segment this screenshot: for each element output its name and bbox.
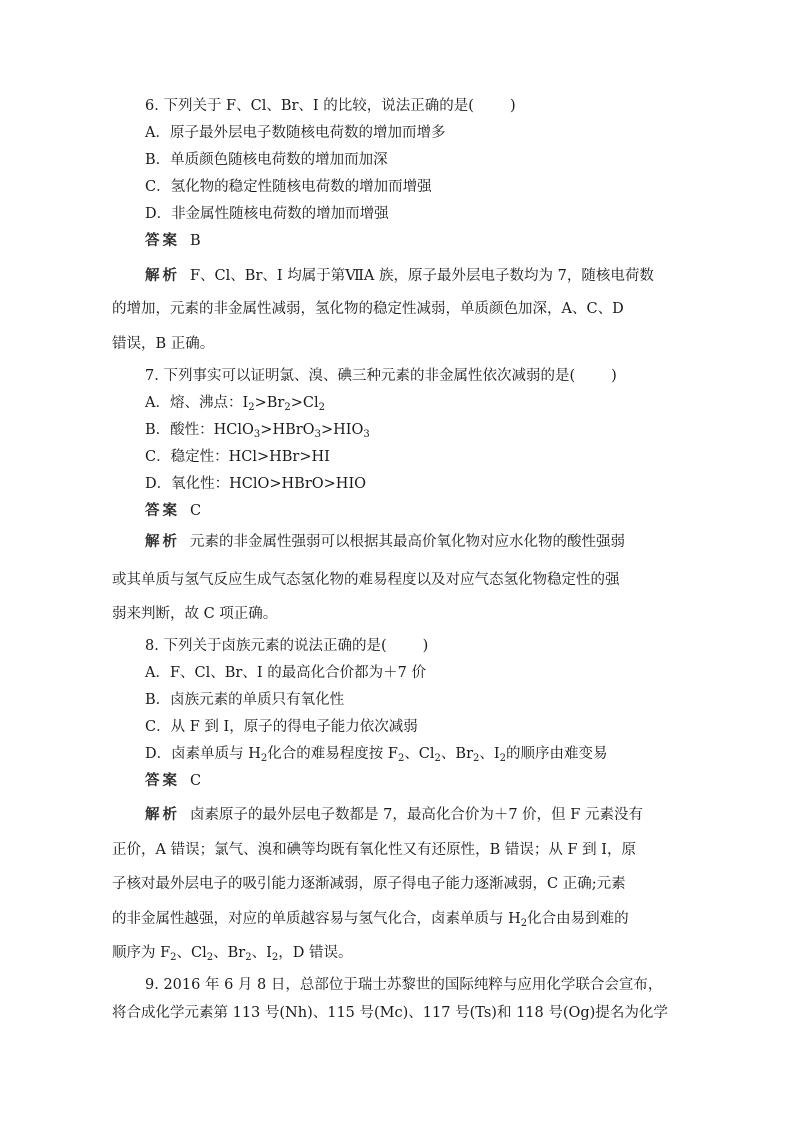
question-7-option-d: D．氧化性：HClO>HBrO>HIO xyxy=(145,476,367,492)
question-6-option-c: C．氢化物的稳定性随核电荷数的增加而增强 xyxy=(145,179,432,195)
question-7-analysis-line-2: 或其单质与氢气反应生成气态氢化物的难易程度以及对应气态氢化物稳定性的强 xyxy=(112,572,620,588)
question-8-analysis-line-3: 子核对最外层电子的吸引能力逐渐减弱，原子得电子能力逐渐减弱，C 正确;元素 xyxy=(112,876,626,892)
question-6-analysis-line-1: 解析 F、Cl、Br、I 均属于第ⅦA 族，原子最外层电子数均为 7，随核电荷数 xyxy=(145,268,654,284)
question-8-analysis-line-4: 的非金属性越强，对应的单质越容易与氢气化合，卤素单质与 $H_2$化合由易到难的 xyxy=(112,911,629,929)
answer-label: 答案 xyxy=(145,773,180,789)
question-8-option-d: D．卤素单质与 $H_2$化合的难易程度按 $F_2$、$Cl_2$、$Br_2$、$I_2$的顺序由难变易 xyxy=(145,746,608,764)
question-8-stem: 8. 下列关于卤族元素的说法正确的是( ) xyxy=(145,638,429,654)
question-8-option-a: A．F、Cl、Br、I 的最高化合价都为＋7 价 xyxy=(145,665,427,681)
question-9-line-2: 将合成化学元素第 113 号(Nh)、115 号(Mc)、117 号(Ts)和 118 号(Og)提名为化学 xyxy=(112,1005,668,1021)
question-8-answer xyxy=(145,771,201,791)
question-7-stem: 7. 下列事实可以证明氯、溴、碘三种元素的非金属性依次减弱的是( ) xyxy=(145,368,617,384)
answer-label: 答案 xyxy=(145,233,180,249)
question-6-stem: 6. 下列关于 F、Cl、Br、I 的比较，说法正确的是( ) xyxy=(145,98,516,114)
question-7-analysis-line-1: 解析 元素的非金属性强弱可以根据其最高价氧化物对应水化物的酸性强弱 xyxy=(145,534,625,550)
question-6-answer xyxy=(145,231,201,251)
analysis-label: 解析 xyxy=(145,534,180,550)
question-7-answer xyxy=(145,501,201,521)
question-8-option-c: C．从 F 到 I，原子的得电子能力依次减弱 xyxy=(145,719,418,735)
question-7-analysis-line-3: 弱来判断，故 C 项正确。 xyxy=(112,606,278,622)
answer-value: C xyxy=(190,773,202,789)
question-7-option-c: C．稳定性：HCl>HBr>HI xyxy=(145,449,330,465)
question-7-option-a: A．熔、沸点：$I_2>Br_2>Cl_2$ xyxy=(145,395,325,413)
question-6-analysis-line-2: 的增加，元素的非金属性减弱，氢化物的稳定性减弱，单质颜色加深，A、C、D xyxy=(112,301,624,317)
analysis-label: 解析 xyxy=(145,807,180,823)
question-8-option-b: B．卤族元素的单质只有氧化性 xyxy=(145,692,345,708)
answer-value: C xyxy=(190,503,202,519)
answer-label: 答案 xyxy=(145,503,180,519)
question-6-option-b: B．单质颜色随核电荷数的增加而加深 xyxy=(145,152,388,168)
question-8-analysis-line-1: 解析 卤素原子的最外层电子数都是 7，最高化合价为＋7 价，但 F 元素没有 xyxy=(145,807,643,823)
question-6-analysis-line-3: 错误，B 正确。 xyxy=(112,336,215,352)
answer-value: B xyxy=(190,233,201,249)
question-6-option-a: A．原子最外层电子数随核电荷数的增加而增多 xyxy=(145,125,446,141)
question-6-option-d: D．非金属性随核电荷数的增加而增强 xyxy=(145,206,389,222)
question-8-analysis-line-5: 顺序为 $F_2$、$Cl_2$、$Br_2$、$I_2$，D 错误。 xyxy=(112,945,353,963)
question-8-analysis-line-2: 正价，A 错误；氯气、溴和碘等均既有氧化性又有还原性，B 错误；从 F 到 I，原 xyxy=(112,842,636,858)
question-7-option-b: B．酸性：$HClO_3>HBrO_3>HIO_3$ xyxy=(145,422,370,440)
analysis-label: 解析 xyxy=(145,268,180,284)
question-9-line-1: 9. 2016 年 6 月 8 日，总部位于瑞士苏黎世的国际纯粹与应用化学联合会宣布， xyxy=(145,977,663,993)
